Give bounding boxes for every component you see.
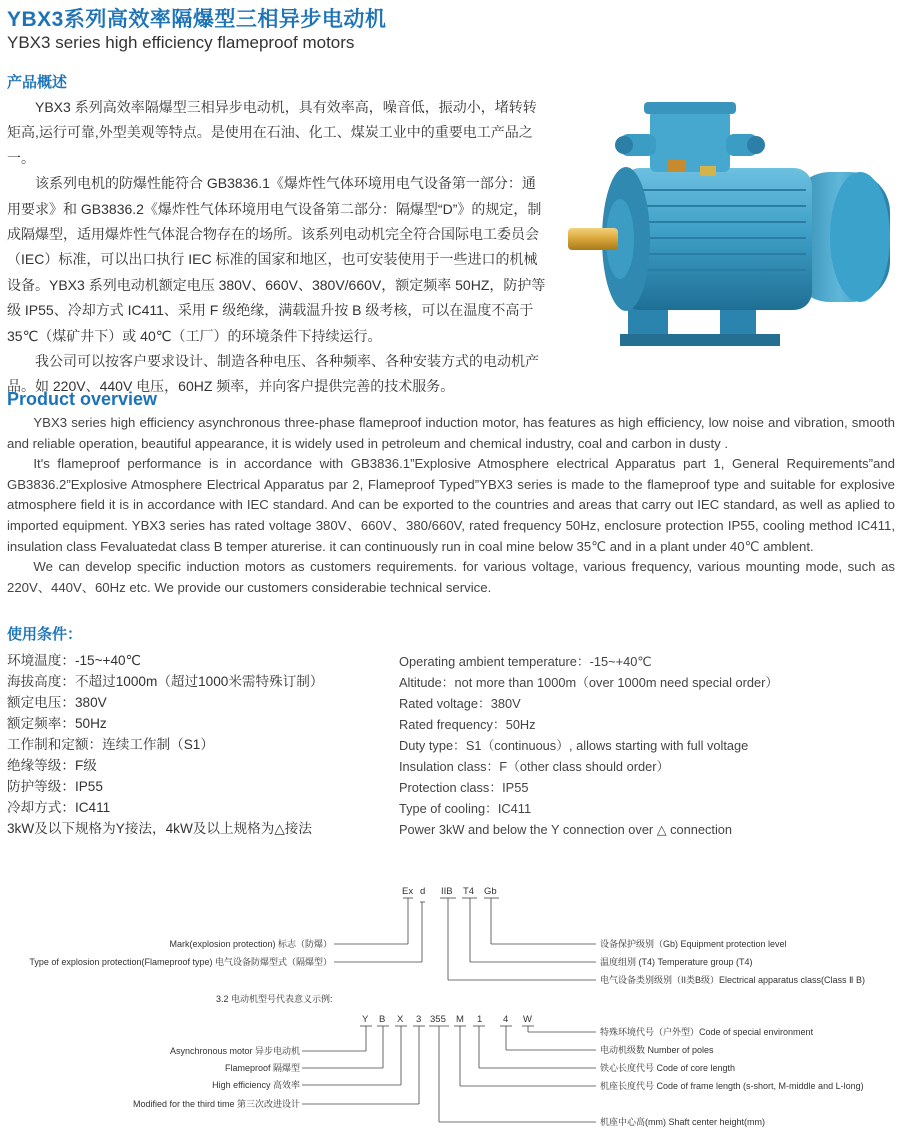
label-asynchronous: Asynchronous motor 异步电动机	[169, 1046, 300, 1056]
code-b: B	[379, 1014, 386, 1025]
condition-en-item: Power 3kW and below the Y connection over △ connection	[399, 822, 733, 837]
code-4: 4	[503, 1014, 509, 1025]
condition-cn-item: 工作制和定额：连续工作制（S1）	[7, 737, 214, 752]
label-temperature-group: 温度组别 (T4) Temperature group (T4)	[600, 957, 753, 967]
condition-en-item: Operating ambient temperature：-15~+40℃	[399, 654, 652, 669]
condition-en-item: Duty type：S1（continuous）, allows starting with full voltage	[399, 738, 749, 753]
condition-en-item: Altitude：not more than 1000m（over 1000m need special order）	[399, 675, 779, 690]
condition-en-item: Type of cooling：IC411	[399, 801, 532, 816]
overview-cn-paragraph: 该系列电机的防爆性能符合 GB3836.1《爆炸性气体环境用电气设备第一部分：通用要求》和 GB3836.2《爆炸性气体环境用电气设备第二部分：隔爆型“D”》的规定，制成隔爆型，适用爆炸性气体混合物存在的场所。该系列电动机完全符合国际电工委员会（IEC）标准，可以出口执行 IEC 标准的国家和地区，也可安装使用于一些进口的机械设备。YBX3 系列电动机额定电压 380V、660V、380V/660V，额定频率 50HZ，防护等级 IP55、冷却方式 IC411、采用 F 级绝缘，满载温升按 B 级考核，可以在温度不高于 35℃（煤矿井下）或 40℃（工厂）的环境条件下持续运行。	[7, 175, 546, 344]
code-x: X	[397, 1014, 404, 1025]
label-modified: Modified for the third time 第三次改进设计	[132, 1099, 300, 1109]
diagram-caption: 3.2 电动机型号代表意义示例:	[216, 994, 333, 1004]
overview-en-paragraph: It's flameproof performance is in accordance with GB3836.1”Explosive Atmosphere electrical Apparatus part 1, General Requirements”and GB3836.2”Explosive Atmosphere Electrical Apparatus par 2, Flameproof Typed”YBX3 series is made to the flameproof type and suitable for explosive atmosphere field it is in accordance with IEC standard. And can be exported to the countries and areas that carry out IEC standard, as well as aplied to imported equipment. YBX3 series has rated voltage 380V、660V、380/660V, rated frequency 50Hz, enclosure protection IP55, cooling method IC411, insulation class Fevaluatedat class B temper aturerise. it can continuously run in coal mine below 35℃ and in a plant under 40℃ amblent.	[7, 456, 895, 554]
condition-cn-item: 海拔高度：不超过1000m（超过1000米需特殊订制）	[7, 674, 324, 689]
label-special-env: 特殊环境代号（户外型）Code of special environment	[600, 1027, 814, 1037]
condition-en-item: Insulation class：F（other class should order）	[399, 759, 670, 774]
code-t4: T4	[463, 886, 475, 897]
overview-en-paragraph: YBX3 series high efficiency asynchronous three-phase flameproof induction motor, has features as high efficiency, low noise and vibration, smooth and reliable operation, beautiful appearance, it is widely used in petroleum and chemical industry, coal and carbon in dusty .	[7, 415, 895, 451]
condition-cn-item: 额定频率：50Hz	[7, 716, 107, 731]
label-mark: Mark(explosion protection) 标志（防爆）	[169, 939, 332, 949]
code-d: d	[420, 886, 426, 897]
overview-en-heading: Product overview	[7, 389, 158, 409]
overview-cn-paragraph: 我公司可以按客户要求设计、制造各种电压、各种频率、各种安装方式的电动机产品。如 220V、440V 电压，60HZ 频率，并向客户提供完善的技术服务。	[7, 353, 539, 395]
code-gb: Gb	[484, 886, 497, 897]
condition-cn-item: 额定电压：380V	[7, 695, 107, 710]
label-frame-length: 机座长度代号 Code of frame length (s-short, M-middle and L-long)	[600, 1081, 864, 1091]
condition-cn-item: 3kW及以下规格为Y接法，4kW及以上规格为△接法	[7, 821, 312, 836]
overview-cn-heading: 产品概述	[7, 74, 68, 91]
label-apparatus-class: 电气设备类别级别（II类B级）Electrical apparatus class(Class Ⅱ B)	[600, 975, 865, 985]
code-ex: Ex	[402, 886, 414, 897]
label-poles: 电动机级数 Number of poles	[600, 1045, 714, 1055]
label-shaft-height: 机座中心高(mm) Shaft center height(mm)	[600, 1117, 766, 1127]
condition-en-item: Protection class：IP55	[399, 780, 529, 795]
code-355: 355	[430, 1014, 446, 1025]
label-core-length: 铁心长度代号 Code of core length	[600, 1063, 736, 1073]
condition-cn-item: 绝缘等级：F级	[7, 758, 97, 773]
page-subtitle: YBX3 series high efficiency flameproof motors	[7, 33, 355, 52]
code-m: M	[456, 1014, 464, 1025]
code-w: W	[523, 1014, 532, 1025]
overview-en-paragraph: We can develop specific induction motors as customers requirements. for various voltage, various frequency, various mounting mode, such as 220V、440V、60Hz etc. We provide our customers considerabie technical service.	[7, 559, 895, 595]
code-3: 3	[416, 1014, 422, 1025]
condition-cn-item: 防护等级：IP55	[7, 779, 103, 794]
overview-cn-paragraph: YBX3 系列高效率隔爆型三相异步电动机，具有效率高，噪音低，振动小，堵转转矩高,运行可靠,外型美观等特点。是使用在石油、化工、煤炭工业中的重要电工产品之一。	[7, 99, 537, 166]
label-explosion-type: Type of explosion protection(Flameproof type) 电气设备防爆型式（隔爆型）	[29, 957, 332, 967]
page-title: YBX3系列高效率隔爆型三相异步电动机	[7, 8, 387, 31]
code-y: Y	[362, 1014, 369, 1025]
condition-en-item: Rated frequency：50Hz	[399, 717, 536, 732]
conditions-heading: 使用条件：	[7, 626, 83, 643]
code-iib: IIB	[441, 886, 453, 897]
condition-cn-item: 冷却方式：IC411	[7, 800, 111, 815]
label-high-efficiency: High efficiency 高效率	[212, 1080, 300, 1090]
code-1: 1	[477, 1014, 483, 1025]
label-protection-level: 设备保护级别（Gb) Equipment protection level	[600, 939, 787, 949]
condition-cn-item: 环境温度：-15~+40℃	[7, 653, 141, 668]
label-flameproof: Flameproof 隔爆型	[224, 1063, 300, 1073]
condition-en-item: Rated voltage：380V	[399, 696, 521, 711]
